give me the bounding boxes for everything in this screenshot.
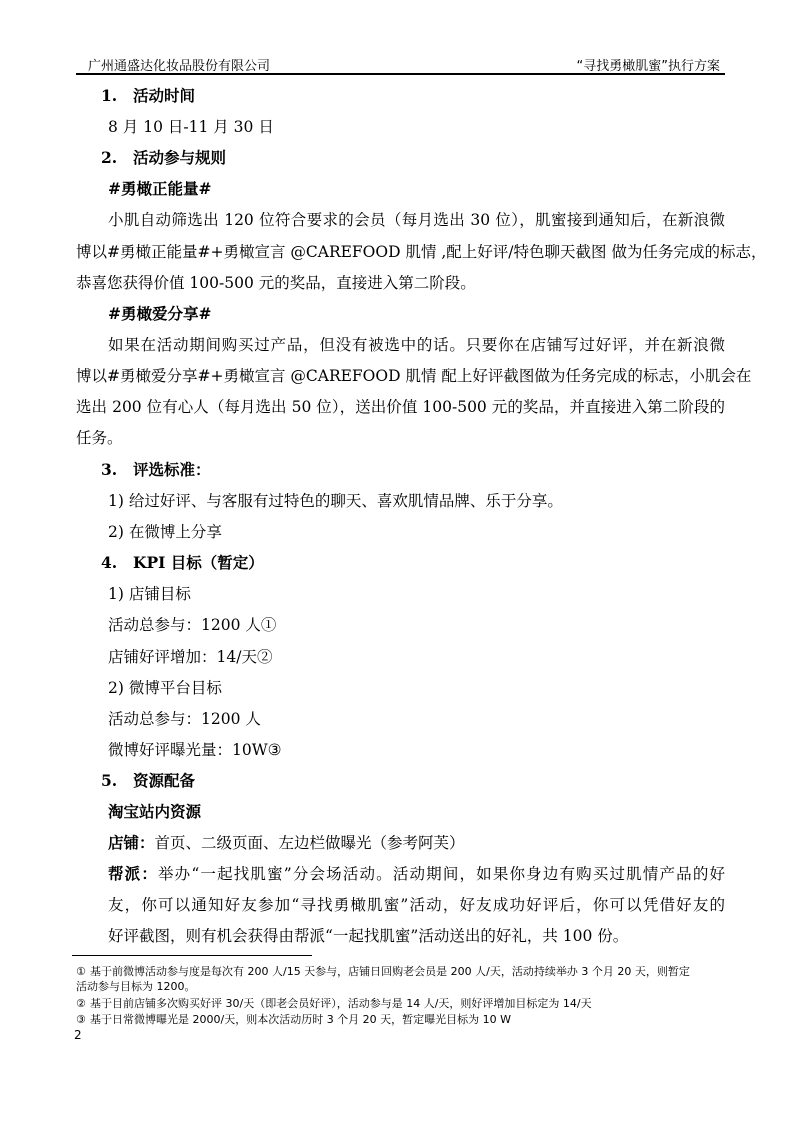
header-rule: [76, 73, 725, 75]
footnote-2: ② 基于目前店铺多次购买好评 30/天（即老会员好评），活动参与是 14 人/天，则好评增加目标定为 14/天: [76, 997, 592, 1010]
activity-time: 8 月 10 日-11 月 30 日: [108, 118, 274, 136]
subheading-positive-energy: #勇橄正能量#: [108, 179, 212, 198]
section-2-heading: 2. 活动参与规则: [101, 148, 227, 167]
paragraph-line: 好评截图，则有机会获得由帮派“一起找肌蜜”活动送出的好礼，共 100 份。: [108, 927, 629, 945]
page-number: 2: [74, 1028, 82, 1042]
kpi-weibo-total: 活动总参与：1200 人: [108, 710, 261, 728]
shop-resource: [108, 831, 465, 853]
taobao-resources: 淘宝站内资源: [108, 802, 202, 821]
section-3-heading: 3. 评选标准：: [101, 460, 211, 479]
paragraph-line: 博以#勇橄爱分享#+勇橄宣言 @CAREFOOD 肌情 配上好评截图做为任务完成的标志，小肌会在: [76, 367, 752, 385]
kpi-shop-heading: 1) 店铺目标: [108, 585, 191, 603]
shop-label: 店铺：: [108, 833, 155, 852]
kpi-weibo-heading: 2) 微博平台目标: [108, 679, 222, 697]
paragraph-line: 友，你可以通知好友参加“寻找勇橄肌蜜”活动，好友成功好评后，你可以凭借好友的: [108, 896, 725, 914]
section-1-heading: 1. 活动时间: [101, 86, 196, 105]
paragraph-line: 恭喜您获得价值 100-500 元的奖品，直接进入第二阶段。: [76, 274, 476, 292]
paragraph-line: 如果在活动期间购买过产品，但没有被选中的话。只要你在店铺写过好评，并在新浪微: [108, 336, 725, 354]
kpi-shop-total: 活动总参与：1200 人①: [108, 616, 277, 634]
shop-text: 首页、二级页面、左边栏做曝光（参考阿芙）: [154, 834, 465, 852]
footnote-1: ① 基于前微博活动参与度是每次有 200 人/15 天参与，店铺日回购老会员是 200 人/天，活动持续举办 3 个月 20 天，则暂定 活动参与目标为 1200。: [76, 965, 690, 993]
bang-line: 帮派：举办“一起找肌蜜”分会场活动。活动期间，如果你身边有购买过肌情产品的好: [108, 864, 725, 883]
criteria-item: 2) 在微博上分享: [108, 523, 222, 541]
criteria-item: 1) 给过好评、与客服有过特色的聊天、喜欢肌情品牌、乐于分享。: [108, 492, 563, 510]
section-3-title: 评选标准：: [133, 460, 211, 479]
footnote-3: ③ 基于日常微博曝光是 2000/天，则本次活动历时 3 个月 20 天，暂定曝光目标为 10 W: [76, 1013, 512, 1026]
kpi-weibo-exposure: 微博好评曝光量：10W③: [108, 741, 282, 759]
section-5-title: 资源配备: [133, 771, 196, 790]
paragraph-line: 博以#勇橄正能量#+勇橄宣言 @CAREFOOD 肌情 ,配上好评/特色聊天截图 做为任务完成的标志，: [76, 243, 767, 261]
paragraph-line: 选出 200 位有心人（每月选出 50 位），送出价值 100-500 元的奖品，并直接进入第二阶段的: [76, 398, 725, 416]
footnote-rule: [72, 955, 312, 956]
section-4-heading: 4. KPI 目标（暂定）: [101, 553, 264, 572]
paragraph-line: 小肌自动筛选出 120 位符合要求的会员（每月选出 30 位），肌蜜接到通知后，在新浪微: [108, 211, 725, 229]
section-4-title: KPI 目标（暂定）: [133, 553, 264, 572]
section-1-title: 活动时间: [133, 86, 196, 105]
header-doc-title: “寻找勇橄肌蜜”执行方案: [576, 59, 720, 74]
section-5-heading: 5. 资源配备: [101, 771, 196, 790]
header-company: 广州通盛达化妆品股份有限公司: [88, 59, 271, 74]
bang-label: 帮派：: [108, 864, 158, 883]
section-2-title: 活动参与规则: [133, 148, 227, 167]
kpi-shop-review: 店铺好评增加：14/天②: [108, 648, 273, 666]
subheading-love-share: #勇橄爱分享#: [108, 304, 212, 323]
paragraph-line: 任务。: [76, 429, 123, 447]
